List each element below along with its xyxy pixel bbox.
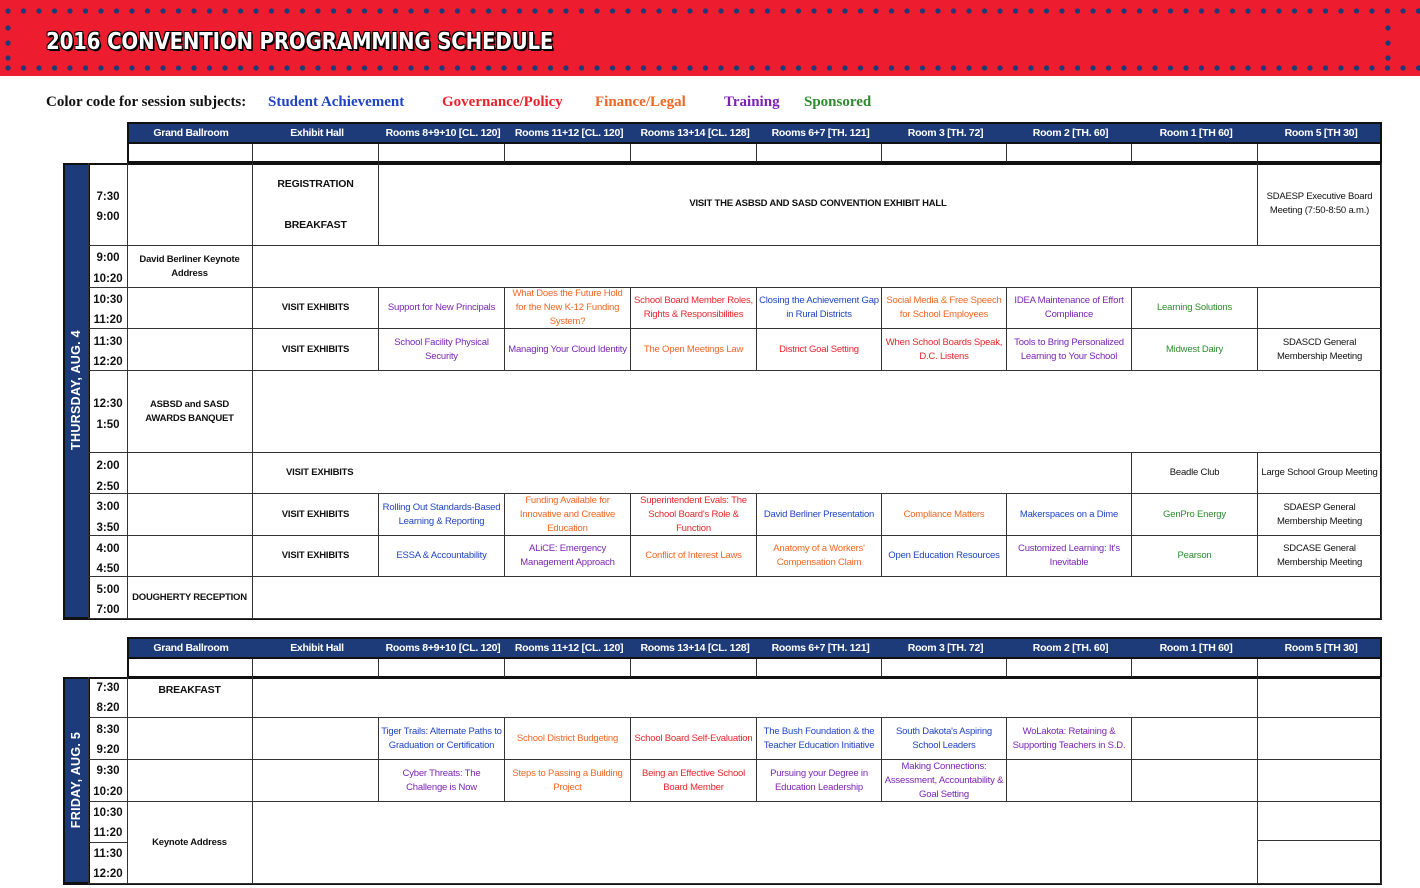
thu-header-grand-ballroom: Grand Ballroom xyxy=(153,127,229,139)
legend-training: Training xyxy=(724,94,780,110)
fri-spacer-cell xyxy=(1007,659,1132,678)
empty-cell xyxy=(1258,760,1382,802)
fri-header-rooms-13-14: Rooms 13+14 [CL. 128] xyxy=(640,642,750,654)
session-1130: Tools to Bring Personalized Learning to Your School xyxy=(1007,329,1132,371)
fri-spacer-cell xyxy=(505,659,631,678)
session-830: The Bush Foundation & the Teacher Education Initiative xyxy=(757,718,882,760)
fri-header-room-2: Room 2 [TH. 60] xyxy=(1032,642,1109,654)
visit-exhibits: VISIT EXHIBITS xyxy=(253,494,379,536)
time-cell xyxy=(88,536,128,577)
time-cell xyxy=(88,288,128,329)
legend-sponsored: Sponsored xyxy=(804,94,872,110)
thu-spacer-cell xyxy=(505,144,631,163)
fri-header-room-5: Room 5 [TH 30] xyxy=(1284,642,1358,654)
thu-spacer-cell xyxy=(882,144,1007,163)
fri-header-rooms-6-7: Rooms 6+7 [TH. 121] xyxy=(771,642,870,654)
time-start: 10:30 xyxy=(93,294,123,306)
session-1130: Midwest Dairy xyxy=(1132,329,1258,371)
thu-spacer-cell xyxy=(253,144,379,163)
visit-exhibits: VISIT EXHIBITS xyxy=(253,288,379,329)
session-400: Customized Learning: It's Inevitable xyxy=(1007,536,1132,577)
header-banner xyxy=(0,0,1420,76)
fri-spacer-cell xyxy=(631,659,757,678)
registration-breakfast-cell xyxy=(253,163,379,246)
session-930: Steps to Passing a Building Project xyxy=(505,760,631,802)
empty-cell xyxy=(127,288,253,329)
exhibit-hall-session: VISIT THE ASBSD AND SASD CONVENTION EXHIBIT HALL xyxy=(379,163,1258,246)
empty-cell xyxy=(253,371,1382,453)
session-1130: District Goal Setting xyxy=(757,329,882,371)
empty-cell xyxy=(1258,841,1382,884)
empty-cell xyxy=(127,329,253,371)
time-cell xyxy=(88,453,128,494)
empty-cell xyxy=(253,760,379,802)
friday-breakfast: BREAKFAST xyxy=(127,677,253,718)
session-300: Compliance Matters xyxy=(882,494,1007,536)
thu-header-room-1: Room 1 [TH 60] xyxy=(1159,127,1233,139)
thu-spacer-cell xyxy=(631,144,757,163)
time-end: 9:20 xyxy=(96,744,120,756)
session-930: Making Connections: Assessment, Accountability & Goal Setting xyxy=(882,760,1007,802)
empty-cell xyxy=(127,453,253,494)
time-cell xyxy=(88,494,128,536)
session-1130: School Facility Physical Security xyxy=(379,329,505,371)
thu-spacer-cell xyxy=(1258,144,1382,163)
time-start: 10:30 xyxy=(93,807,123,819)
thu-spacer-cell xyxy=(1132,144,1258,163)
sdaesp-board-session: SDAESP Executive Board Meeting (7:50-8:50 a.m.) xyxy=(1258,163,1382,246)
thu-spacer-cell xyxy=(757,144,882,163)
thu-header-room-2: Room 2 [TH. 60] xyxy=(1032,127,1109,139)
time-cell xyxy=(88,802,128,843)
time-end: 11:20 xyxy=(93,314,123,326)
visit-exhibits: VISIT EXHIBITS xyxy=(253,536,379,577)
session-830: Tiger Trails: Alternate Paths to Graduation or Certification xyxy=(379,718,505,760)
empty-cell xyxy=(127,760,253,802)
grand-ballroom-empty xyxy=(127,163,253,246)
session-1130: The Open Meetings Law xyxy=(631,329,757,371)
time-end: 10:20 xyxy=(93,273,123,285)
session-1130: SDASCD General Membership Meeting xyxy=(1258,329,1382,371)
awards-banquet: ASBSD and SASD AWARDS BANQUET xyxy=(127,371,253,453)
session-400: ALiCE: Emergency Management Approach xyxy=(505,536,631,577)
time-cell xyxy=(88,843,128,884)
session-300: Makerspaces on a Dime xyxy=(1007,494,1132,536)
time-cell xyxy=(88,718,128,760)
empty-cell xyxy=(127,718,253,760)
session-930: Pursuing your Degree in Education Leadership xyxy=(757,760,882,802)
time-cell xyxy=(88,760,128,802)
time-cell xyxy=(88,577,128,619)
empty-cell xyxy=(1132,760,1258,802)
time-end: 3:50 xyxy=(96,522,120,534)
time-cell xyxy=(88,677,128,718)
legend-governance-policy: Governance/Policy xyxy=(442,94,563,110)
empty-cell xyxy=(253,577,1382,619)
time-start: 3:00 xyxy=(96,501,120,513)
session-300: GenPro Energy xyxy=(1132,494,1258,536)
session-830: School Board Self-Evaluation xyxy=(631,718,757,760)
beadle-club: Beadle Club xyxy=(1132,453,1258,494)
empty-cell xyxy=(1258,802,1382,841)
time-start: 11:30 xyxy=(93,336,123,348)
fri-header-rooms-11-12: Rooms 11+12 [CL. 120] xyxy=(514,642,624,654)
time-start: 7:30 xyxy=(96,682,120,694)
time-end: 11:20 xyxy=(93,827,123,839)
empty-cell xyxy=(1258,718,1382,760)
time-start: 9:00 xyxy=(96,252,120,264)
time-start: 5:00 xyxy=(96,584,120,596)
thu-spacer-cell xyxy=(379,144,505,163)
fri-spacer-cell xyxy=(127,659,253,678)
session-830: WoLakota: Retaining & Supporting Teachers in S.D. xyxy=(1007,718,1132,760)
large-school-meeting: Large School Group Meeting xyxy=(1258,453,1382,494)
empty-cell xyxy=(127,536,253,577)
time-end: 12:20 xyxy=(93,356,123,368)
thu-header-rooms-8-9-10: Rooms 8+9+10 [CL. 120] xyxy=(385,127,501,139)
time-start: 7:30 xyxy=(96,191,120,203)
time-cell xyxy=(88,371,128,453)
time-start: 2:00 xyxy=(96,460,120,472)
thu-header-rooms-13-14: Rooms 13+14 [CL. 128] xyxy=(640,127,750,139)
thu-header-exhibit-hall: Exhibit Hall xyxy=(290,127,344,139)
time-end: 12:20 xyxy=(93,868,123,880)
time-start: 8:30 xyxy=(96,724,120,736)
fri-header-rooms-8-9-10: Rooms 8+9+10 [CL. 120] xyxy=(385,642,501,654)
empty-cell xyxy=(253,718,379,760)
session-400: Open Education Resources xyxy=(882,536,1007,577)
time-end: 7:00 xyxy=(96,604,120,616)
empty-cell xyxy=(127,494,253,536)
time-cell xyxy=(88,163,128,246)
session-300: Superintendent Evals: The School Board's Role & Function xyxy=(631,494,757,536)
session-1030: Social Media & Free Speech for School Employees xyxy=(882,288,1007,329)
time-end: 10:20 xyxy=(93,786,123,798)
session-830: School District Budgeting xyxy=(505,718,631,760)
session-400: Conflict of Interest Laws xyxy=(631,536,757,577)
session-830: South Dakota's Aspiring School Leaders xyxy=(882,718,1007,760)
session-1030: School Board Member Roles, Rights & Responsibilities xyxy=(631,288,757,329)
fri-spacer-cell xyxy=(757,659,882,678)
friday-day-label: FRIDAY, AUG. 5 xyxy=(69,731,83,828)
time-start: 9:30 xyxy=(96,765,120,777)
time-cell xyxy=(88,329,128,371)
session-400: Anatomy of a Workers' Compensation Claim xyxy=(757,536,882,577)
fri-header-room-1: Room 1 [TH 60] xyxy=(1159,642,1233,654)
session-1030: Learning Solutions xyxy=(1132,288,1258,329)
thu-spacer-cell xyxy=(1007,144,1132,163)
registration-label: REGISTRATION xyxy=(277,177,354,190)
time-end: 8:20 xyxy=(96,702,120,714)
session-1130: Managing Your Cloud Identity xyxy=(505,329,631,371)
session-1030: IDEA Maintenance of Effort Compliance xyxy=(1007,288,1132,329)
session-300: Rolling Out Standards-Based Learning & Reporting xyxy=(379,494,505,536)
session-300: Funding Available for Innovative and Creative Education xyxy=(505,494,631,536)
breakfast-label: BREAKFAST xyxy=(284,218,347,231)
dougherty-reception: DOUGHERTY RECEPTION xyxy=(127,577,253,619)
empty-cell xyxy=(253,802,1258,884)
empty-cell xyxy=(1132,718,1258,760)
session-400: Pearson xyxy=(1132,536,1258,577)
visit-exhibits-wide: VISIT EXHIBITS xyxy=(253,453,1132,494)
time-end: 4:50 xyxy=(96,563,120,575)
fri-spacer-cell xyxy=(1258,659,1382,678)
page-title: 2016 CONVENTION PROGRAMMING SCHEDULE xyxy=(46,29,554,55)
session-1030: Support for New Principals xyxy=(379,288,505,329)
empty-cell xyxy=(253,677,1258,718)
time-end: 1:50 xyxy=(96,419,120,431)
thu-spacer-cell xyxy=(127,144,253,163)
empty-cell xyxy=(253,246,1382,288)
legend-student-achievement: Student Achievement xyxy=(268,94,405,110)
keynote-session: David Berliner Keynote Address xyxy=(127,246,253,288)
thursday-day-label: THURSDAY, AUG. 4 xyxy=(69,330,83,450)
empty-cell xyxy=(1258,677,1382,718)
thu-header-rooms-11-12: Rooms 11+12 [CL. 120] xyxy=(514,127,624,139)
visit-exhibits: VISIT EXHIBITS xyxy=(253,329,379,371)
fri-spacer-cell xyxy=(379,659,505,678)
thu-header-room-5: Room 5 [TH 30] xyxy=(1284,127,1358,139)
legend-finance-legal: Finance/Legal xyxy=(595,94,686,110)
session-300: SDAESP General Membership Meeting xyxy=(1258,494,1382,536)
legend-label: Color code for session subjects: xyxy=(46,94,247,110)
fri-spacer-cell xyxy=(1132,659,1258,678)
session-1130: When School Boards Speak, D.C. Listens xyxy=(882,329,1007,371)
time-cell xyxy=(88,246,128,288)
time-start: 4:00 xyxy=(96,543,120,555)
fri-spacer-cell xyxy=(882,659,1007,678)
thu-header-rooms-6-7: Rooms 6+7 [TH. 121] xyxy=(771,127,870,139)
empty-cell xyxy=(1258,288,1382,329)
time-start: 12:30 xyxy=(93,398,123,410)
empty-cell xyxy=(1007,760,1132,802)
session-400: SDCASE General Membership Meeting xyxy=(1258,536,1382,577)
time-start: 11:30 xyxy=(93,848,123,860)
fri-header-grand-ballroom: Grand Ballroom xyxy=(153,642,229,654)
session-300: David Berliner Presentation xyxy=(757,494,882,536)
session-1030: What Does the Future Hold for the New K-12 Funding System? xyxy=(505,288,631,329)
session-1030: Closing the Achievement Gap in Rural Districts xyxy=(757,288,882,329)
time-end: 2:50 xyxy=(96,481,120,493)
fri-header-room-3: Room 3 [TH. 72] xyxy=(907,642,984,654)
fri-spacer-cell xyxy=(253,659,379,678)
time-end: 9:00 xyxy=(96,211,120,223)
thu-header-room-3: Room 3 [TH. 72] xyxy=(907,127,984,139)
friday-keynote: Keynote Address xyxy=(127,802,253,884)
session-930: Cyber Threats: The Challenge is Now xyxy=(379,760,505,802)
fri-header-exhibit-hall: Exhibit Hall xyxy=(290,642,344,654)
session-400: ESSA & Accountability xyxy=(379,536,505,577)
session-930: Being an Effective School Board Member xyxy=(631,760,757,802)
